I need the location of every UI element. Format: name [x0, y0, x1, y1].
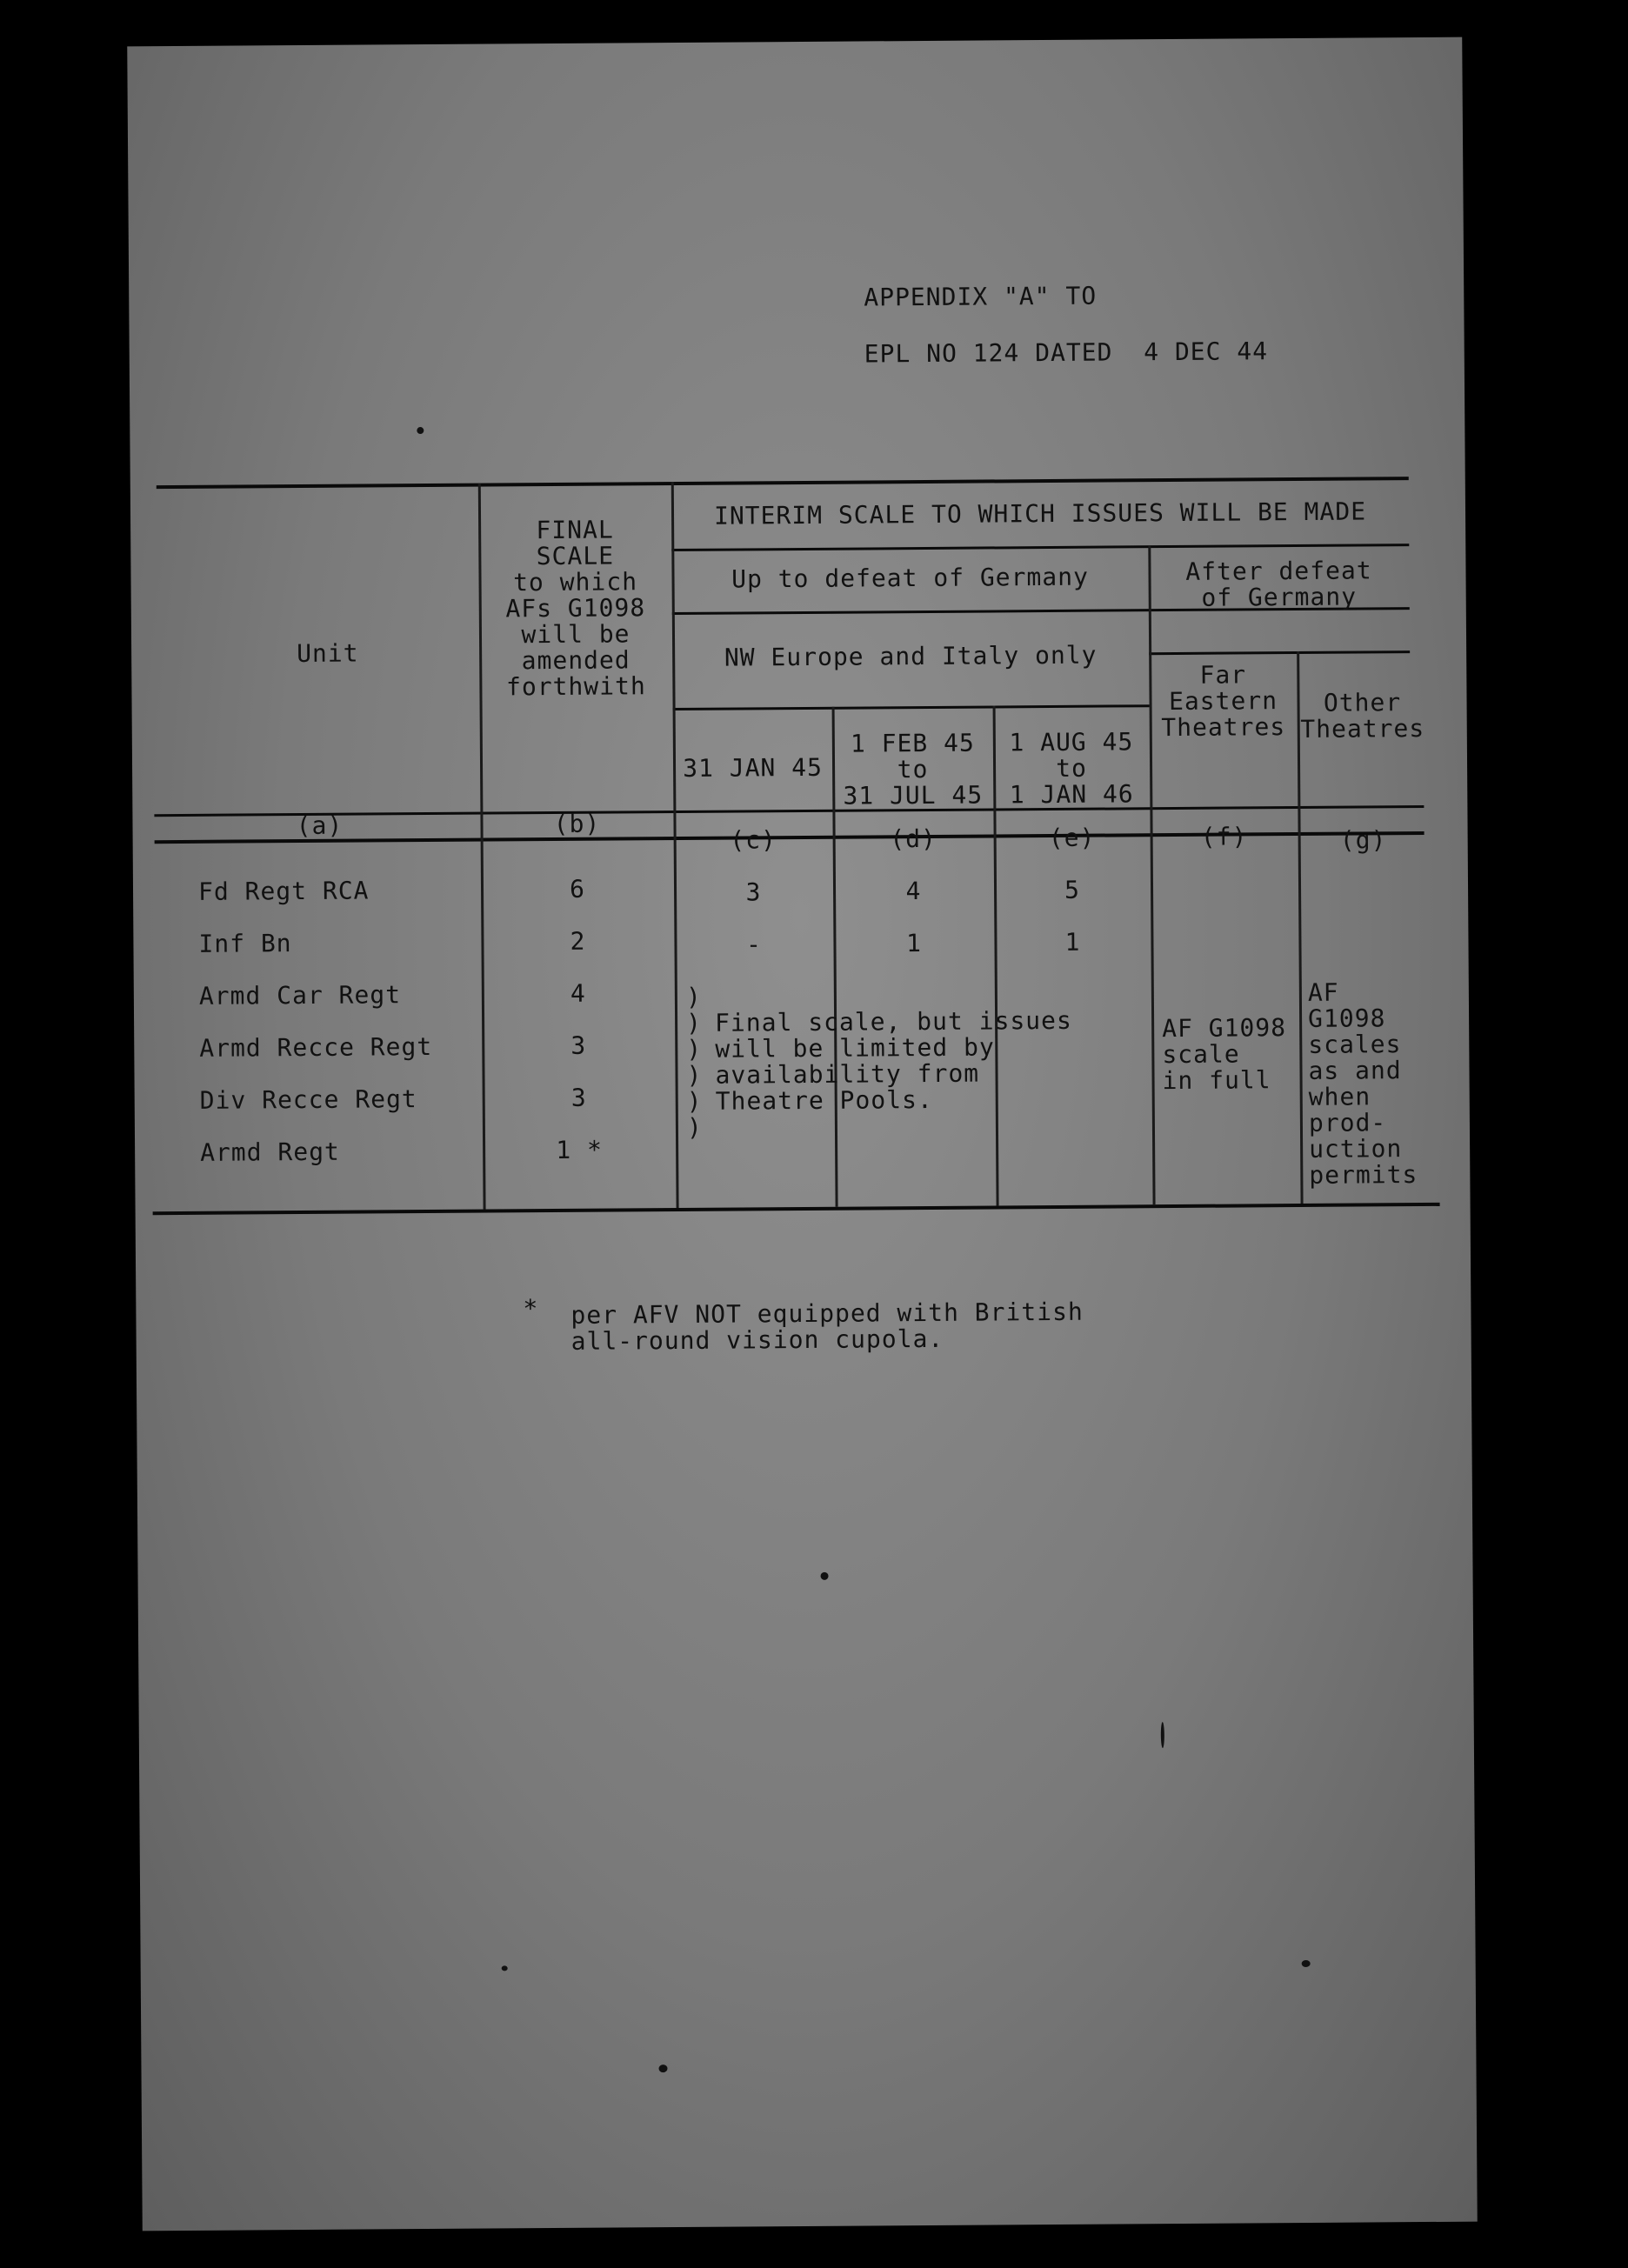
far-eastern-note-line-3: in full [1162, 1065, 1271, 1096]
scan-speck [1161, 1722, 1164, 1748]
after-defeat-line-2: of Germany [1201, 582, 1358, 612]
note-bracket: ) [685, 982, 702, 1011]
note-bracket: ) [686, 1112, 703, 1142]
other-note-line-6: prod- [1308, 1108, 1387, 1137]
other-note-line-4: as and [1308, 1056, 1402, 1085]
final-scale-line-2: SCALE [536, 541, 615, 571]
far-eastern-line-1: Far [1199, 660, 1247, 690]
reference-line: EPL NO 124 DATED 4 DEC 44 [864, 337, 1269, 369]
final-scale-value: 1 * [556, 1135, 604, 1164]
far-eastern-line-2: Eastern [1168, 686, 1278, 717]
period-e-line-3: 1 JAN 46 [1009, 779, 1134, 810]
note-bracket: ) [685, 1008, 703, 1037]
period-d-line-2: to [897, 754, 929, 784]
other-theatres-line-1: Other [1323, 688, 1402, 717]
interim-scale-header: INTERIM SCALE TO WHICH ISSUES WILL BE MADE [713, 497, 1367, 530]
final-scale-line-5: will be [521, 619, 631, 650]
up-to-defeat-header: Up to defeat of Germany [731, 562, 1090, 594]
interim-d-value: 4 [905, 877, 922, 906]
interim-e-value: 5 [1064, 875, 1081, 904]
final-scale-line-7: forthwith [505, 671, 646, 702]
col-letter-f: (f) [1200, 822, 1248, 851]
period-d-line-3: 31 JUL 45 [843, 780, 984, 810]
table-bottom-rule [153, 1203, 1440, 1215]
other-note-line-2: G1098 [1307, 1004, 1386, 1033]
unit-div-recce-regt: Div Recce Regt [199, 1084, 417, 1115]
note-bracket: ) [686, 1034, 703, 1064]
period-d-line-1: 1 FEB 45 [850, 728, 975, 758]
final-scale-value: 6 [569, 874, 586, 904]
unit-fd-regt-rca: Fd Regt RCA [197, 876, 370, 906]
period-e-line-2: to [1056, 753, 1088, 783]
footnote-marker: * [523, 1294, 539, 1324]
nw-europe-header: NW Europe and Italy only [724, 640, 1098, 672]
far-eastern-note-line-2: scale [1162, 1039, 1240, 1070]
final-scale-value: 3 [570, 1083, 587, 1112]
col-letter-a: (a) [296, 810, 344, 841]
scan-speck [417, 427, 424, 434]
interim-c-value: 3 [745, 877, 762, 907]
note-bracket: ) [686, 1060, 703, 1090]
scan-speck [658, 2065, 667, 2072]
interim-d-value: 1 [905, 929, 923, 958]
footnote-line-1: per AFV NOT equipped with British [570, 1297, 1084, 1330]
final-scale-line-1: FINAL [536, 515, 614, 545]
col-letter-g: (g) [1339, 825, 1387, 855]
interim-note-line-1: Final scale, but issues [714, 1005, 1072, 1037]
interim-note-line-2: will be limited by [715, 1032, 995, 1064]
period-e-line-1: 1 AUG 45 [1009, 727, 1134, 757]
interim-e-value: 1 [1064, 927, 1081, 957]
scan-speck [1302, 1960, 1311, 1967]
appendix-title: APPENDIX "A" TO [864, 281, 1098, 312]
unit-armd-regt: Armd Regt [200, 1137, 340, 1167]
after-defeat-rule [1149, 650, 1410, 655]
scan-speck [821, 1572, 829, 1580]
interim-note-line-4: Theatre Pools. [715, 1084, 933, 1116]
unit-armd-car-regt: Armd Car Regt [198, 980, 402, 1011]
table-top-rule [157, 477, 1409, 489]
document-page [127, 37, 1477, 2231]
other-note-line-8: permits [1309, 1160, 1418, 1190]
final-scale-line-4: AFs G1098 [505, 593, 646, 624]
interim-rule [671, 544, 1409, 551]
final-scale-line-6: amended [521, 645, 631, 676]
final-scale-line-3: to which [513, 567, 638, 597]
footnote-line-2: all-round vision cupola. [570, 1324, 944, 1356]
final-scale-value: 4 [570, 978, 586, 1008]
final-scale-value: 2 [570, 926, 586, 956]
unit-header: Unit [297, 638, 359, 669]
unit-inf-bn: Inf Bn [198, 929, 292, 958]
nw-europe-rule [673, 704, 1150, 710]
far-eastern-note-line-1: AF G1098 [1162, 1013, 1287, 1044]
note-bracket: ) [686, 1086, 703, 1116]
far-eastern-line-3: Theatres [1161, 712, 1286, 743]
other-note-line-1: AF [1307, 977, 1339, 1007]
interim-note-line-3: availability from [715, 1058, 980, 1090]
other-note-line-5: when [1308, 1082, 1371, 1111]
col-letter-d: (d) [890, 824, 937, 854]
other-theatres-line-2: Theatres [1300, 713, 1425, 744]
col-divider-e-f [1148, 545, 1155, 1204]
unit-armd-recce-regt: Armd Recce Regt [199, 1031, 433, 1063]
col-letter-b: (b) [553, 809, 601, 838]
col-letter-e: (e) [1048, 823, 1096, 853]
final-scale-value: 3 [570, 1031, 587, 1060]
scan-speck [502, 1965, 508, 1971]
other-note-line-7: uction [1309, 1134, 1403, 1164]
col-letter-c: (c) [730, 825, 777, 855]
period-c-header: 31 JAN 45 [683, 752, 824, 783]
other-note-line-3: scales [1308, 1030, 1402, 1059]
after-defeat-line-1: After defeat [1185, 556, 1372, 586]
interim-c-value: - [745, 930, 763, 959]
